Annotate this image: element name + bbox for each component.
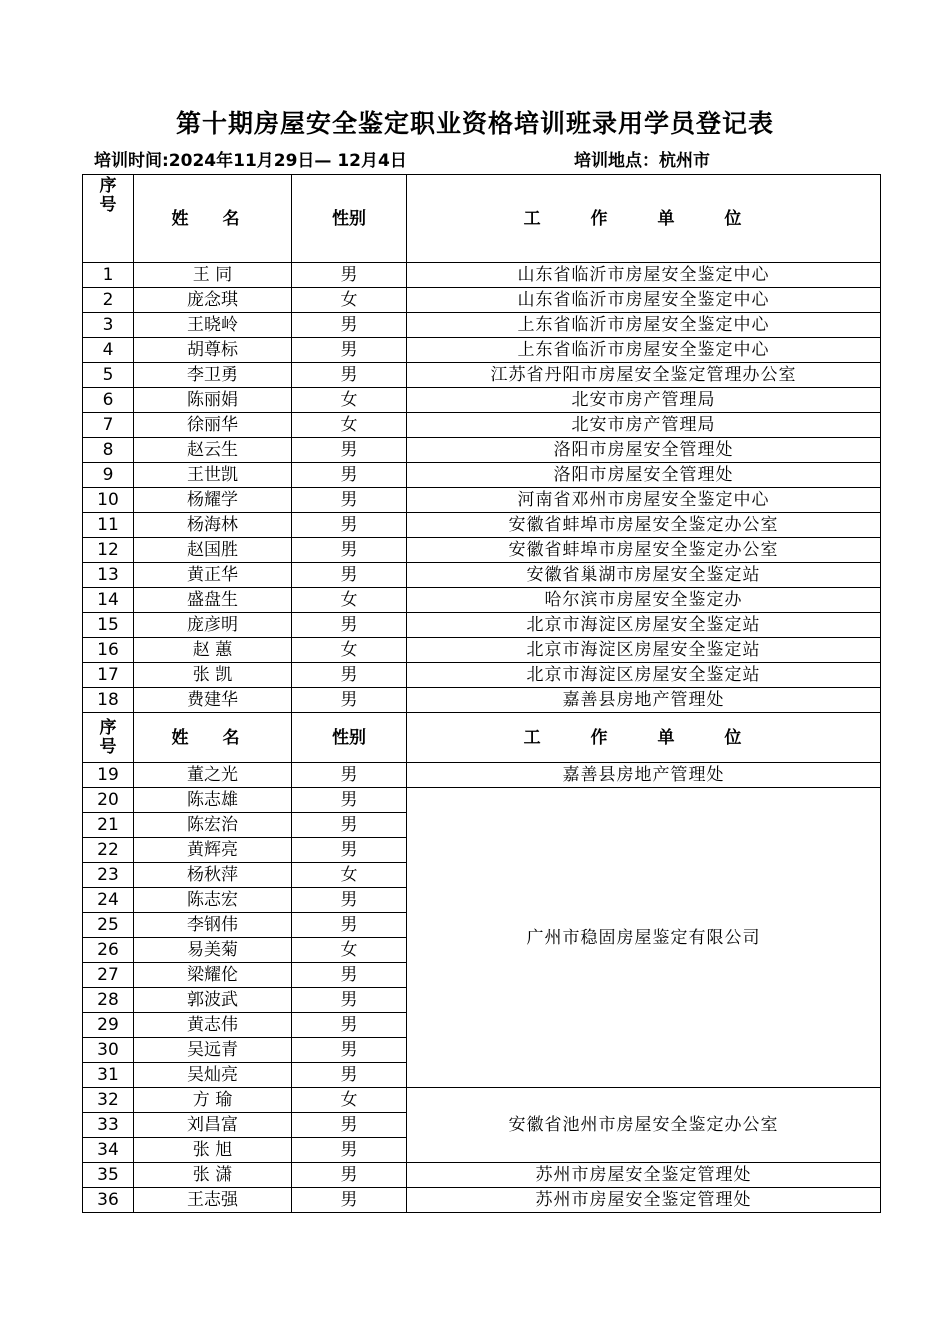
column-header-name: 姓 名 bbox=[134, 175, 292, 263]
row-seq: 14 bbox=[83, 588, 134, 613]
row-gender: 男 bbox=[292, 1138, 407, 1163]
column-header-gender: 性别 bbox=[292, 713, 407, 763]
row-unit: 北安市房产管理局 bbox=[407, 388, 881, 413]
row-name: 黄志伟 bbox=[134, 1013, 292, 1038]
row-seq: 18 bbox=[83, 688, 134, 713]
row-name: 庞彦明 bbox=[134, 613, 292, 638]
row-gender: 男 bbox=[292, 813, 407, 838]
table-row bbox=[83, 788, 881, 813]
row-name: 董之光 bbox=[134, 763, 292, 788]
row-name: 胡尊标 bbox=[134, 338, 292, 363]
row-gender: 男 bbox=[292, 963, 407, 988]
row-gender: 男 bbox=[292, 563, 407, 588]
document-title: 第十期房屋安全鉴定职业资格培训班录用学员登记表 bbox=[175, 109, 774, 138]
row-seq: 5 bbox=[83, 363, 134, 388]
row-unit: 安徽省蚌埠市房屋安全鉴定办公室 bbox=[407, 538, 881, 563]
row-name: 黄辉亮 bbox=[134, 838, 292, 863]
row-gender: 女 bbox=[292, 388, 407, 413]
row-name: 陈丽娟 bbox=[134, 388, 292, 413]
row-seq: 11 bbox=[83, 513, 134, 538]
table-row bbox=[83, 613, 881, 638]
row-gender: 女 bbox=[292, 1088, 407, 1113]
row-seq: 19 bbox=[83, 763, 134, 788]
row-unit: 嘉善县房地产管理处 bbox=[407, 688, 881, 713]
row-seq: 23 bbox=[83, 863, 134, 888]
row-seq: 7 bbox=[83, 413, 134, 438]
row-gender: 男 bbox=[292, 263, 407, 288]
row-seq: 28 bbox=[83, 988, 134, 1013]
table-row bbox=[83, 563, 881, 588]
row-unit: 江苏省丹阳市房屋安全鉴定管理办公室 bbox=[407, 363, 881, 388]
row-gender: 男 bbox=[292, 1063, 407, 1088]
table-row bbox=[83, 388, 881, 413]
row-gender: 女 bbox=[292, 288, 407, 313]
row-name: 王志强 bbox=[134, 1188, 292, 1213]
table-row bbox=[83, 588, 881, 613]
row-unit-merged-chizhou: 安徽省池州市房屋安全鉴定办公室 bbox=[407, 1088, 881, 1163]
row-gender: 男 bbox=[292, 663, 407, 688]
row-unit: 河南省邓州市房屋安全鉴定中心 bbox=[407, 488, 881, 513]
row-name: 张 潇 bbox=[134, 1163, 292, 1188]
row-name: 陈宏治 bbox=[134, 813, 292, 838]
table-row bbox=[83, 663, 881, 688]
row-name: 费建华 bbox=[134, 688, 292, 713]
row-name: 杨秋萍 bbox=[134, 863, 292, 888]
table-header bbox=[83, 175, 881, 263]
row-gender: 男 bbox=[292, 988, 407, 1013]
column-header-name: 姓 名 bbox=[134, 713, 292, 763]
row-gender: 男 bbox=[292, 1038, 407, 1063]
row-name: 黄正华 bbox=[134, 563, 292, 588]
table-row bbox=[83, 1163, 881, 1188]
row-seq: 32 bbox=[83, 1088, 134, 1113]
row-unit: 苏州市房屋安全鉴定管理处 bbox=[407, 1163, 881, 1188]
row-gender: 男 bbox=[292, 363, 407, 388]
row-gender: 男 bbox=[292, 688, 407, 713]
row-seq: 35 bbox=[83, 1163, 134, 1188]
table-row bbox=[83, 413, 881, 438]
row-seq: 25 bbox=[83, 913, 134, 938]
row-seq: 36 bbox=[83, 1188, 134, 1213]
row-name: 梁耀伦 bbox=[134, 963, 292, 988]
row-name: 郭波武 bbox=[134, 988, 292, 1013]
row-gender: 男 bbox=[292, 838, 407, 863]
row-seq: 3 bbox=[83, 313, 134, 338]
row-seq: 17 bbox=[83, 663, 134, 688]
row-seq: 9 bbox=[83, 463, 134, 488]
row-gender: 男 bbox=[292, 613, 407, 638]
row-gender: 男 bbox=[292, 1013, 407, 1038]
row-seq: 33 bbox=[83, 1113, 134, 1138]
row-unit: 嘉善县房地产管理处 bbox=[407, 763, 881, 788]
row-name: 王 同 bbox=[134, 263, 292, 288]
row-seq: 27 bbox=[83, 963, 134, 988]
row-unit: 洛阳市房屋安全管理处 bbox=[407, 463, 881, 488]
column-header-seq: 序号 bbox=[83, 175, 134, 263]
row-seq: 12 bbox=[83, 538, 134, 563]
row-seq: 4 bbox=[83, 338, 134, 363]
row-seq: 2 bbox=[83, 288, 134, 313]
row-gender: 男 bbox=[292, 513, 407, 538]
table-row bbox=[83, 438, 881, 463]
row-name: 刘昌富 bbox=[134, 1113, 292, 1138]
row-name: 徐丽华 bbox=[134, 413, 292, 438]
table-row bbox=[83, 1188, 881, 1213]
table-row bbox=[83, 338, 881, 363]
row-name: 张 凯 bbox=[134, 663, 292, 688]
row-seq: 15 bbox=[83, 613, 134, 638]
row-unit: 山东省临沂市房屋安全鉴定中心 bbox=[407, 263, 881, 288]
row-seq: 10 bbox=[83, 488, 134, 513]
row-gender: 女 bbox=[292, 863, 407, 888]
row-name: 赵 蕙 bbox=[134, 638, 292, 663]
row-name: 杨耀学 bbox=[134, 488, 292, 513]
row-name: 李钢伟 bbox=[134, 913, 292, 938]
table-row bbox=[83, 638, 881, 663]
row-seq: 30 bbox=[83, 1038, 134, 1063]
row-seq: 1 bbox=[83, 263, 134, 288]
registration-table bbox=[82, 174, 881, 1213]
row-unit: 北京市海淀区房屋安全鉴定站 bbox=[407, 663, 881, 688]
row-gender: 男 bbox=[292, 1163, 407, 1188]
row-seq: 13 bbox=[83, 563, 134, 588]
row-name: 方 瑜 bbox=[134, 1088, 292, 1113]
row-seq: 21 bbox=[83, 813, 134, 838]
row-unit: 苏州市房屋安全鉴定管理处 bbox=[407, 1188, 881, 1213]
row-unit: 北安市房产管理局 bbox=[407, 413, 881, 438]
table-row bbox=[83, 288, 881, 313]
row-gender: 男 bbox=[292, 1113, 407, 1138]
table-row bbox=[83, 313, 881, 338]
row-gender: 女 bbox=[292, 413, 407, 438]
row-seq: 31 bbox=[83, 1063, 134, 1088]
row-name: 王晓岭 bbox=[134, 313, 292, 338]
table-row bbox=[83, 688, 881, 713]
row-seq: 16 bbox=[83, 638, 134, 663]
row-gender: 男 bbox=[292, 1188, 407, 1213]
row-name: 陈志宏 bbox=[134, 888, 292, 913]
row-gender: 男 bbox=[292, 538, 407, 563]
training-time: 培训时间:2024年11月29日— 12月4日 bbox=[94, 151, 407, 171]
row-gender: 男 bbox=[292, 338, 407, 363]
row-gender: 男 bbox=[292, 763, 407, 788]
row-unit: 安徽省蚌埠市房屋安全鉴定办公室 bbox=[407, 513, 881, 538]
row-seq: 26 bbox=[83, 938, 134, 963]
row-gender: 女 bbox=[292, 938, 407, 963]
row-gender: 男 bbox=[292, 488, 407, 513]
table-row bbox=[83, 513, 881, 538]
row-gender: 男 bbox=[292, 463, 407, 488]
row-name: 赵国胜 bbox=[134, 538, 292, 563]
table-body bbox=[83, 175, 881, 1213]
row-seq: 22 bbox=[83, 838, 134, 863]
row-name: 赵云生 bbox=[134, 438, 292, 463]
row-name: 王世凯 bbox=[134, 463, 292, 488]
column-header-unit: 工 作 单 位 bbox=[407, 175, 881, 263]
column-header-gender: 性别 bbox=[292, 175, 407, 263]
row-name: 张 旭 bbox=[134, 1138, 292, 1163]
row-gender: 女 bbox=[292, 638, 407, 663]
row-unit: 安徽省巢湖市房屋安全鉴定站 bbox=[407, 563, 881, 588]
row-seq: 34 bbox=[83, 1138, 134, 1163]
row-unit: 北京市海淀区房屋安全鉴定站 bbox=[407, 638, 881, 663]
row-seq: 6 bbox=[83, 388, 134, 413]
row-name: 吴远青 bbox=[134, 1038, 292, 1063]
row-gender: 女 bbox=[292, 588, 407, 613]
row-gender: 男 bbox=[292, 313, 407, 338]
table-row bbox=[83, 263, 881, 288]
row-name: 庞念琪 bbox=[134, 288, 292, 313]
row-seq: 24 bbox=[83, 888, 134, 913]
table-row bbox=[83, 1088, 881, 1113]
row-name: 易美菊 bbox=[134, 938, 292, 963]
row-unit: 上东省临沂市房屋安全鉴定中心 bbox=[407, 338, 881, 363]
row-seq: 29 bbox=[83, 1013, 134, 1038]
row-name: 杨海林 bbox=[134, 513, 292, 538]
table-row bbox=[83, 488, 881, 513]
row-name: 李卫勇 bbox=[134, 363, 292, 388]
row-gender: 男 bbox=[292, 888, 407, 913]
table-row bbox=[83, 463, 881, 488]
table-row bbox=[83, 363, 881, 388]
row-unit-merged-guangzhou: 广州市稳固房屋鉴定有限公司 bbox=[407, 788, 881, 1088]
training-place: 培训地点：杭州市 bbox=[574, 151, 710, 171]
row-seq: 20 bbox=[83, 788, 134, 813]
row-seq: 8 bbox=[83, 438, 134, 463]
row-unit: 北京市海淀区房屋安全鉴定站 bbox=[407, 613, 881, 638]
table-row bbox=[83, 538, 881, 563]
row-unit: 山东省临沂市房屋安全鉴定中心 bbox=[407, 288, 881, 313]
row-gender: 男 bbox=[292, 438, 407, 463]
table-header-repeat bbox=[83, 713, 881, 763]
row-name: 吴灿亮 bbox=[134, 1063, 292, 1088]
row-unit: 哈尔滨市房屋安全鉴定办 bbox=[407, 588, 881, 613]
row-gender: 男 bbox=[292, 913, 407, 938]
column-header-unit: 工 作 单 位 bbox=[407, 713, 881, 763]
table-row bbox=[83, 763, 881, 788]
row-unit: 上东省临沂市房屋安全鉴定中心 bbox=[407, 313, 881, 338]
row-name: 陈志雄 bbox=[134, 788, 292, 813]
row-gender: 男 bbox=[292, 788, 407, 813]
row-name: 盛盘生 bbox=[134, 588, 292, 613]
column-header-seq: 序号 bbox=[83, 713, 134, 763]
row-unit: 洛阳市房屋安全管理处 bbox=[407, 438, 881, 463]
